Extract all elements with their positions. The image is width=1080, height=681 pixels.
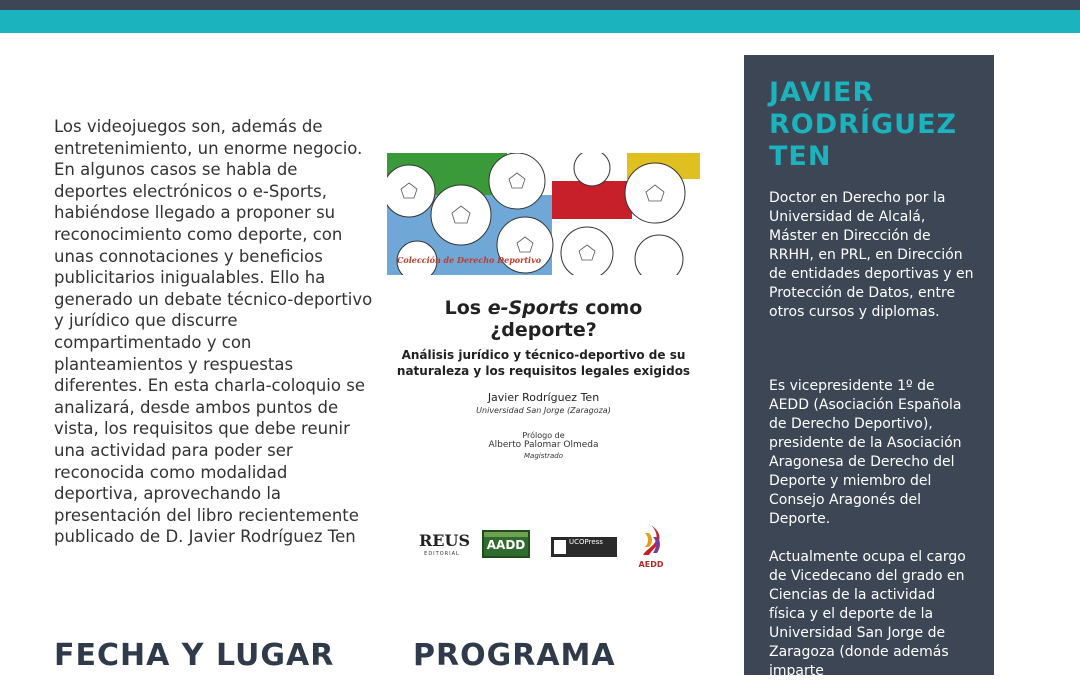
- section-heading-fecha: FECHA Y LUGAR: [54, 638, 335, 673]
- book-university: Universidad San Jorge (Zaragoza): [476, 406, 611, 415]
- book-title: [387, 297, 700, 341]
- author-bio-paragraph-1: Doctor en Derecho por la Universidad de Alcalá, Máster en Dirección de RRHH, en PRL, en Dirección de entidades deportivas y en Protección de Datos, entre otros cursos y diplomas.: [769, 190, 974, 320]
- author-bio-paragraph-2: Es vicepresidente 1º de AEDD (Asociación Española de Derecho Deportivo), presidente de la Asociación Aragonesa de Derecho del Deporte y miembro del Consejo Aragonés del Deporte.: [769, 378, 962, 527]
- aadd-logo-text: AADD: [486, 538, 526, 552]
- book-cover: [387, 153, 700, 583]
- author-sidebar: [744, 55, 994, 679]
- aadd-logo: [482, 530, 530, 558]
- aedd-logo-text: AEDD: [638, 560, 664, 569]
- top-dark-bar: [0, 0, 1080, 10]
- top-accent-bar: [0, 10, 1080, 33]
- section-heading-programa: PROGRAMA: [413, 638, 616, 673]
- book-title-part3: como: [578, 297, 643, 319]
- book-title-line2: ¿deporte?: [490, 319, 597, 341]
- book-prologue-label: Prólogo de: [522, 431, 565, 440]
- ucopress-logo-mark: [554, 540, 566, 554]
- author-name-heading: JAVIER RODRÍGUEZ TEN: [769, 77, 958, 172]
- book-title-part1: Los: [444, 297, 488, 319]
- collection-label: Colección de Derecho Deportivo: [397, 255, 542, 265]
- aadd-logo-band: [484, 532, 528, 537]
- book-author: Javier Rodríguez Ten: [487, 391, 600, 404]
- book-subtitle: [387, 347, 700, 379]
- reus-logo-sub: EDITORIAL: [424, 551, 460, 557]
- book-prologuist-role: Magistrado: [523, 452, 563, 460]
- aedd-logo-icon: [639, 523, 663, 557]
- reus-logo: REUS: [419, 531, 470, 550]
- book-subtitle-line1: Análisis jurídico y técnico-deportivo de su: [401, 348, 686, 362]
- intro-text: [54, 116, 374, 548]
- book-title-part2: e-Sports: [487, 297, 579, 319]
- book-subtitle-line2: naturaleza y los requisitos legales exigidos: [396, 364, 691, 378]
- intro-paragraph: Los videojuegos son, además de entretenimiento, un enorme negocio. En algunos casos se habla de deportes electrónicos o e-Sports, habiéndose llegado a proponer su reconocimiento como deporte, con unas connotaciones y beneficios publicitarios inigualables. Ello ha generado un debate técnico-deportivo y jurídico que discurre compartimentado y con planteamientos y respuestas diferentes. En esta charla-coloquio se analizará, desde ambos puntos de vista, los requisitos que debe reunir una actividad para poder ser reconocida como modalidad deportiva, aprovechando la presentación del libro recientemente publicado de D. Javier Rodríguez Ten: [54, 117, 373, 547]
- book-prologuist: Alberto Palomar Olmeda: [488, 440, 599, 450]
- ucopress-logo-text: UCOPress: [569, 538, 603, 546]
- ucopress-logo: [551, 537, 617, 557]
- author-bio-paragraph-3: Actualmente ocupa el cargo de Vicedecano del grado en Ciencias de la actividad física y el deporte de la Universidad San Jorge de Zaragoza (donde además imparte: [769, 549, 966, 679]
